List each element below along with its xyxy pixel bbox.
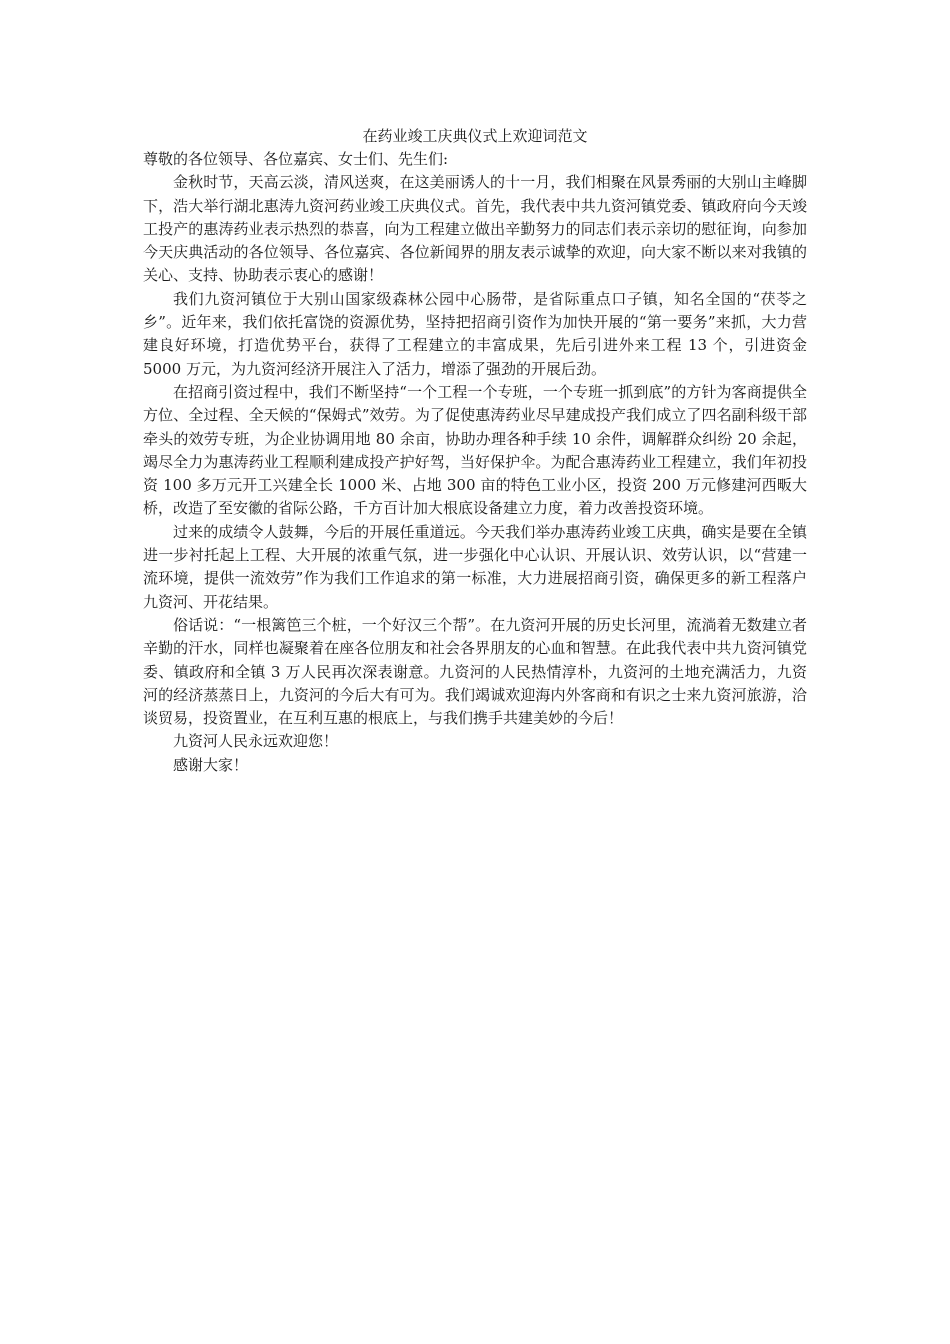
paragraph-thanks: 俗话说：“一根篱笆三个桩，一个好汉三个帮”。在九资河开展的历史长河里，流淌着无数建立者辛勤的汗水，同样也凝聚着在座各位朋友和社会各界朋友的心血和智慧。在此我代表中共九资河镇党委、镇政府和全镇 3 万人民再次深表谢意。九资河的人民热情淳朴，九资河的土地充满活力，九资河的经济蒸蒸日上，九资河的今后大有可为。我们竭诚欢迎海内外客商和有识之士来九资河旅游，洽谈贸易，投资置业，在互利互惠的根底上，与我们携手共建美妙的今后！ [143, 615, 807, 728]
paragraph-opening: 金秋时节，天高云淡，清风送爽，在这美丽诱人的十一月，我们相聚在风景秀丽的大别山主峰脚下，浩大举行湖北惠涛九资河药业竣工庆典仪式。首先，我代表中共九资河镇党委、镇政府向今天竣工投产的惠涛药业表示热烈的恭喜，向为工程建立做出辛勤努力的同志们表示亲切的慰征询，向参加今天庆典活动的各位领导、各位嘉宾、各位新闻界的朋友表示诚挚的欢迎，向大家不断以来对我镇的关心、支持、协助表示衷心的感谢！ [143, 173, 807, 285]
salutation: 尊敬的各位领导、各位嘉宾、女士们、先生们: [143, 150, 449, 168]
closing-thanks: 感谢大家！ [173, 755, 249, 774]
closing-welcome: 九资河人民永远欢迎您！ [173, 732, 339, 751]
paragraph-investment-service: 在招商引资过程中，我们不断坚持“一个工程一个专班，一个专班一抓到底”的方针为客商提供全方位、全过程、全天候的“保姆式”效劳。为了促使惠涛药业尽早建成投产我们成立了四名副科级干部牵头的效劳专班，为企业协调用地 80 余亩，协助办理各种手续 10 余件，调解群众纠纷 20 余起，竭尽全力为惠涛药业工程顺利建成投产护好驾，当好保护伞。为配合惠涛药业工程建立，我们年初投资 100 多万元开工兴建全长 1000 米、占地 300 亩的特色工业小区，投资 200 万元修建河西畈大桥，改造了至安徽的省际公路，千方百计加大根底设备建立力度，着力改善投资环境。 [143, 382, 807, 518]
document-page [143, 124, 807, 777]
paragraph-town-intro: 我们九资河镇位于大别山国家级森林公园中心肠带，是省际重点口子镇，知名全国的“茯苓之乡”。近年来，我们依托富饶的资源优势，坚持把招商引资作为加快开展的“第一要务”来抓，大力营建良好环境，打造优势平台，获得了工程建立的丰富成果，先后引进外来工程 13 个，引进资金 5000 万元，为九资河经济开展注入了活力，增添了强劲的开展后劲。 [143, 289, 807, 378]
paragraph-future-development: 过来的成绩令人鼓舞，今后的开展任重道远。今天我们举办惠涛药业竣工庆典，确实是要在全镇进一步衬托起上工程、大开展的浓重气氛，进一步强化中心认识、开展认识、效劳认识，以“营建一流环境，提供一流效劳”作为我们工作追求的第一标准，大力进展招商引资，确保更多的新工程落户九资河、开花结果。 [143, 522, 807, 611]
document-title: 在药业竣工庆典仪式上欢迎词范文 [362, 127, 588, 145]
